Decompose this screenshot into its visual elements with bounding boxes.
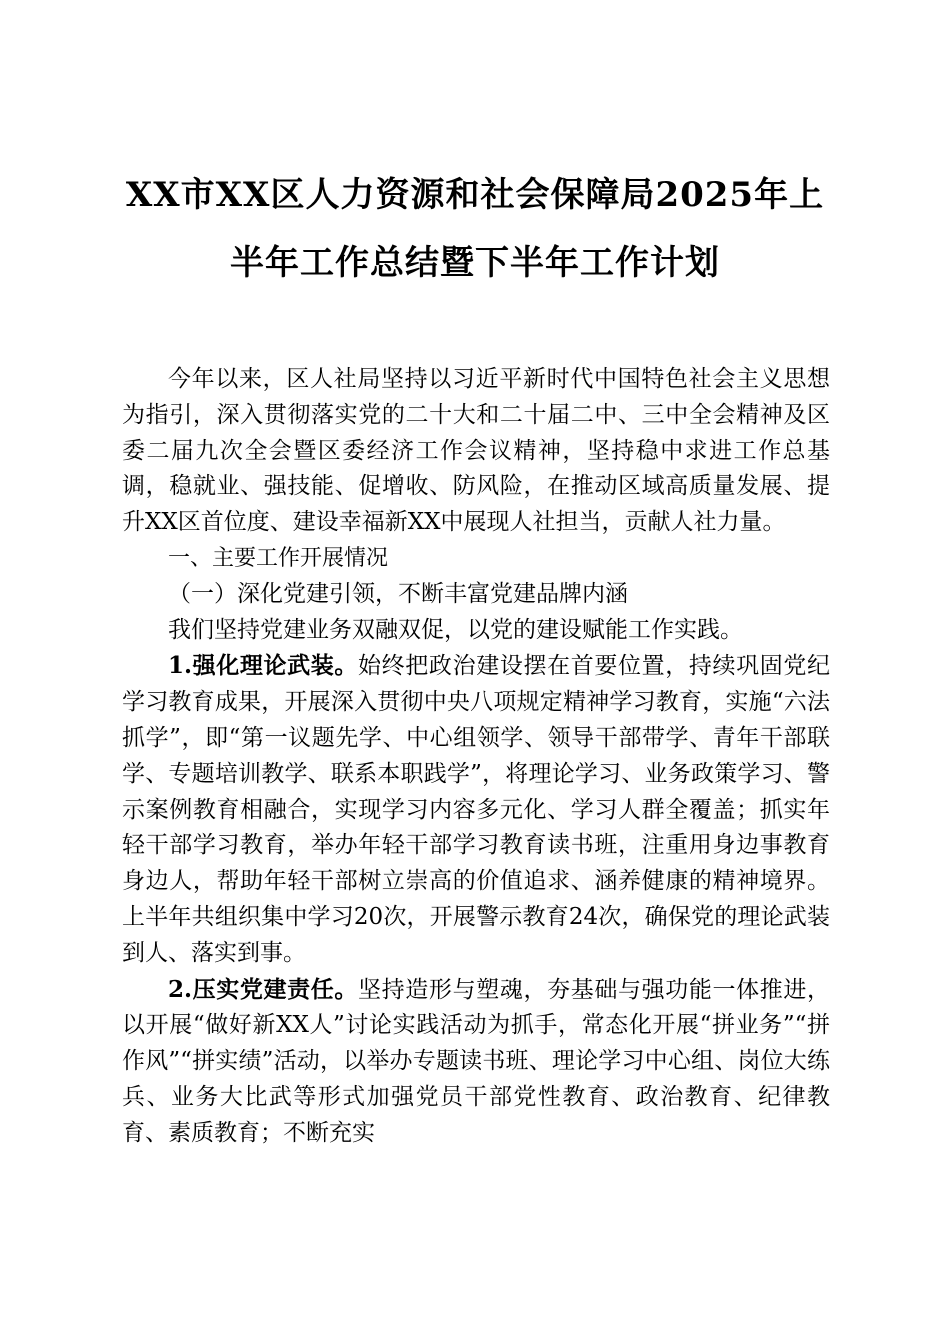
document-title-line-1: XX市XX区人力资源和社会保障局2025年上 bbox=[125, 175, 825, 215]
subsection-heading: （一）深化党建引领，不断丰富党建品牌内涵 bbox=[168, 580, 628, 607]
document-title-line-2: 半年工作总结暨下半年工作计划 bbox=[230, 243, 720, 283]
item-paragraph-2 bbox=[122, 972, 830, 1152]
item-text-1: 始终把政治建设摆在首要位置，持续巩固党纪学习教育成果，开展深入贯彻中央八项规定精神学习教育，实施“六法抓学”，即“第一议题先学、中心组领学、领导干部带学、青年干部联学、专题培训教学、联系本职践学”，将理论学习、业务政策学习、警示案例教育相融合，实现学习内容多元化、学习人群全覆盖；抓实年轻干部学习教育，举办年轻干部学习教育读书班，注重用身边事教育身边人，帮助年轻干部树立崇高的价值追求、涵养健康的精神境界。上半年共组织集中学习20次，开展警示教育24次，确保党的理论武装到人、落实到事。 bbox=[122, 653, 830, 966]
item-text-2: 坚持造形与塑魂，夯基础与强功能一体推进，以开展“做好新XX人”讨论实践活动为抓手，常态化开展“拼业务”“拼作风”“拼实绩”活动，以举办专题读书班、理论学习中心组、岗位大练兵、业务大比武等形式加强党员干部党性教育、政治教育、纪律教育、素质教育；不断充实 bbox=[122, 976, 830, 1146]
item-lead-1: 1.强化理论武装。 bbox=[168, 652, 359, 680]
item-paragraph-1 bbox=[122, 648, 830, 971]
item-lead-2: 2.压实党建责任。 bbox=[168, 975, 359, 1003]
document-body bbox=[122, 362, 830, 1152]
intro-paragraph: 今年以来，区人社局坚持以习近平新时代中国特色社会主义思想为指引，深入贯彻落实党的二十大和二十届二中、三中全会精神及区委二届九次全会暨区委经济工作会议精神，坚持稳中求进工作总基调，稳就业、强技能、促增收、防风险，在推动区域高质量发展、提升XX区首位度、建设幸福新XX中展现人社担当，贡献人社力量。 bbox=[122, 366, 830, 536]
section-heading: 一、主要工作开展情况 bbox=[168, 545, 389, 571]
subsection-intro-paragraph: 我们坚持党建业务双融双促，以党的建设赋能工作实践。 bbox=[168, 616, 743, 643]
